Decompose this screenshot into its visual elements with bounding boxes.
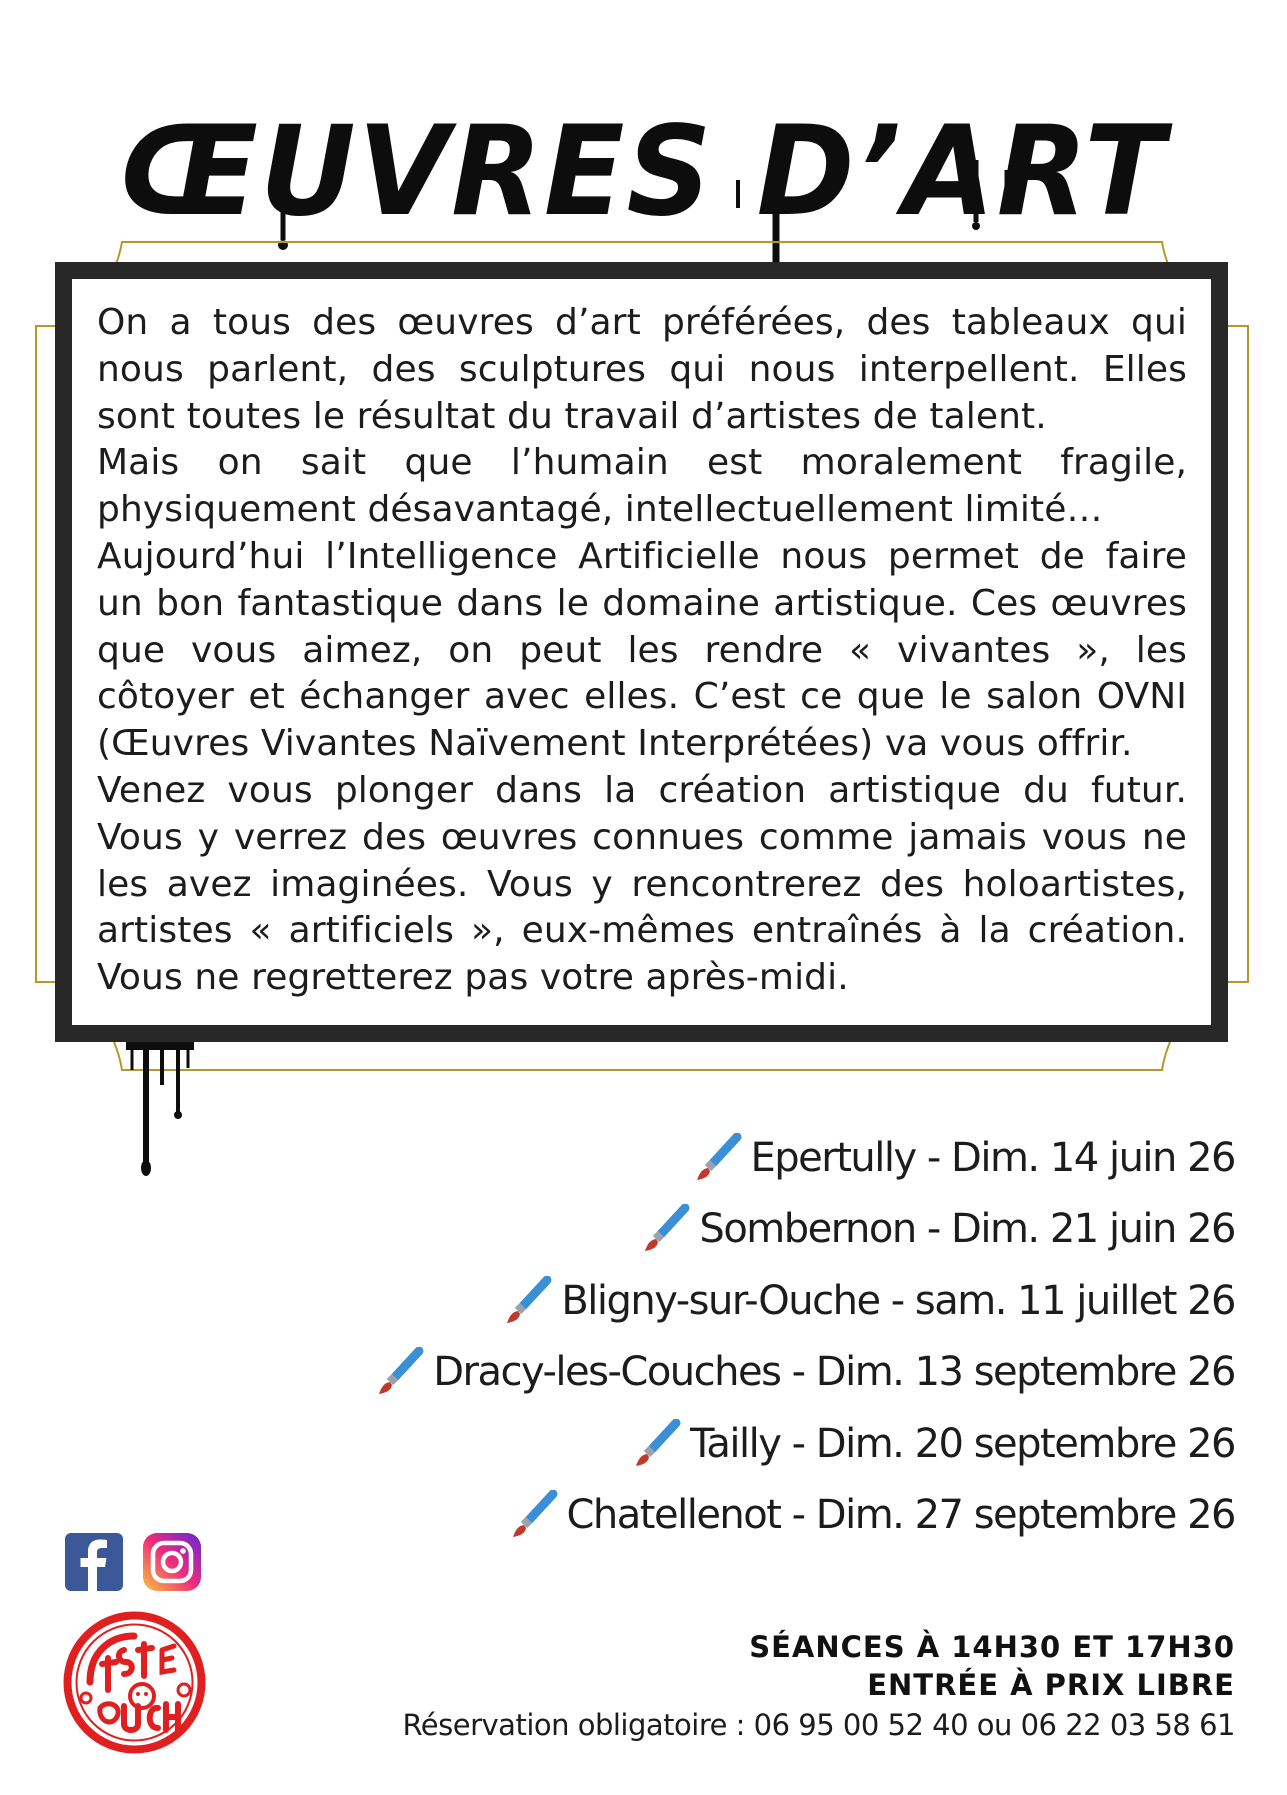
event-text: Epertully - Dim. 14 juin 26	[750, 1134, 1235, 1181]
paragraph: Mais on sait que l’humain est moralement fragile, physiquement désavantagé, intellectuellement limité…	[97, 442, 1187, 531]
entry-text: ENTRÉE À PRIX LIBRE	[867, 1668, 1235, 1702]
description-text	[97, 300, 1187, 1002]
paintbrush-icon	[375, 1347, 425, 1397]
troupe-logo	[62, 1610, 207, 1755]
instagram-icon[interactable]	[143, 1533, 201, 1591]
paintbrush-icon	[693, 1133, 743, 1183]
paintbrush-icon	[503, 1276, 553, 1326]
page-title: ŒUVRES D’ART	[120, 98, 1167, 244]
event-text: Sombernon - Dim. 21 juin 26	[699, 1206, 1235, 1253]
facebook-icon[interactable]	[65, 1533, 123, 1591]
reservation-text: Réservation obligatoire : 06 95 00 52 40 ou 06 22 03 58 61	[402, 1708, 1235, 1742]
list-item	[235, 1122, 1235, 1194]
event-list	[235, 1122, 1235, 1551]
list-item	[235, 1265, 1235, 1337]
paintbrush-icon	[509, 1490, 559, 1540]
event-text: Dracy-les-Couches - Dim. 13 septembre 26	[433, 1349, 1235, 1396]
ink-drips-bottom	[120, 1040, 200, 1180]
event-text: Chatellenot - Dim. 27 septembre 26	[566, 1492, 1235, 1539]
event-text: Bligny-sur-Ouche - sam. 11 juillet 26	[561, 1277, 1235, 1324]
paintbrush-icon	[641, 1204, 691, 1254]
paragraph: Venez vous plonger dans la création artistique du futur. Vous y verrez des œuvres connues comme jamais vous ne les avez imaginées. Vous y rencontrerez des holoartistes, artistes « artificiels », eux-mêmes entraînés à la création. Vous ne regretterez pas votre après-midi.	[97, 769, 1187, 999]
list-item	[235, 1337, 1235, 1409]
sessions-text: SÉANCES À 14H30 ET 17H30	[749, 1630, 1235, 1664]
list-item	[235, 1194, 1235, 1266]
paragraph: Aujourd’hui l’Intelligence Artificielle nous permet de faire un bon fantastique dans le domaine artistique. Ces œuvres que vous aimez, on peut les rendre « vivantes », les côtoyer et échanger avec elles. C’est ce que le salon OVNI (Œuvres Vivantes Naïvement Interprétées) va vous offrir.	[97, 535, 1187, 765]
event-text: Tailly - Dim. 20 septembre 26	[690, 1420, 1235, 1467]
list-item	[235, 1480, 1235, 1552]
list-item	[235, 1408, 1235, 1480]
info-block	[335, 1628, 1235, 1742]
paintbrush-icon	[632, 1419, 682, 1469]
paragraph: On a tous des œuvres d’art préférées, des tableaux qui nous parlent, des sculptures qui nous interpellent. Elles sont toutes le résultat du travail d’artistes de talent.	[97, 302, 1187, 437]
